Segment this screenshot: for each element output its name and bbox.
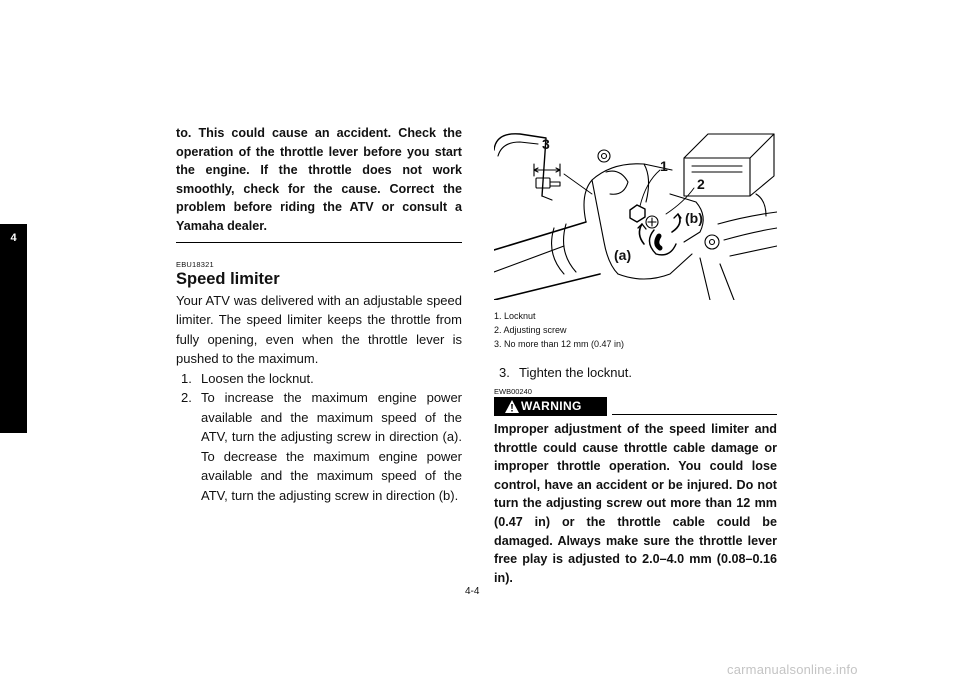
step-item: 3. Tighten the locknut.	[499, 365, 632, 380]
left-column	[176, 124, 462, 505]
callout-a: (a)	[614, 247, 632, 263]
warning-text: Improper adjustment of the speed limiter and throttle could cause throttle cable damage or improper throttle operation. You could lose control, have an accident or be injured. Do not turn the adjusting screw out more than 12 mm (0.47 in) or the throttle cable could be damaged. Always make sure the throttle lever free play is adjusted to 2.0–4.0 mm (0.08–0.16 in).	[494, 422, 777, 585]
warning-code: EWB00240	[494, 387, 532, 396]
caption-adjusting-screw: 2. Adjusting screw	[494, 325, 567, 335]
step-item: 2. To increase the maximum engine power available and the maximum speed of the ATV, turn the adjusting screw in direction (a). To decrease the maximum engine power available and the maximum speed of the ATV, turn the adjusting screw in direction (b).	[181, 390, 462, 503]
section-tab-number: 4	[10, 232, 17, 244]
warning-header	[494, 397, 777, 417]
right-column	[494, 124, 777, 587]
warning-triangle-icon	[505, 400, 519, 413]
caption-locknut: 1. Locknut	[494, 311, 536, 321]
warning-end-rule	[176, 242, 462, 243]
warning-label: WARNING	[521, 399, 582, 413]
callout-b: (b)	[685, 210, 703, 226]
step-list	[176, 369, 462, 506]
throttle-illustration	[494, 124, 777, 300]
figure-captions	[494, 309, 777, 351]
step-item: 1. Loosen the locknut.	[181, 370, 314, 386]
warning-continuation: to. This could cause an accident. Check the operation of the throttle lever before you start the engine. If the throttle does not work smoothly, check for the cause. Correct the problem before riding the ATV or consult a Yamaha dealer.	[176, 126, 462, 233]
caption-dimension: 3. No more than 12 mm (0.47 in)	[494, 339, 625, 349]
warning-badge	[494, 397, 607, 416]
callout-2: 2	[697, 176, 705, 192]
section-heading: Speed limiter	[176, 269, 280, 288]
callout-3: 3	[542, 136, 550, 152]
warning-rule	[612, 414, 777, 415]
section-code: EBU18321	[176, 259, 214, 269]
page-number: 4-4	[465, 586, 480, 597]
section-tab	[0, 224, 27, 433]
watermark: carmanualsonline.info	[727, 662, 858, 677]
intro-paragraph: Your ATV was delivered with an adjustable speed limiter. The speed limiter keeps the throttle from fully opening, even when the throttle lever is pushed to the maximum.	[176, 292, 462, 367]
callout-1: 1	[660, 158, 668, 174]
throttle-assembly-drawing	[494, 124, 777, 300]
